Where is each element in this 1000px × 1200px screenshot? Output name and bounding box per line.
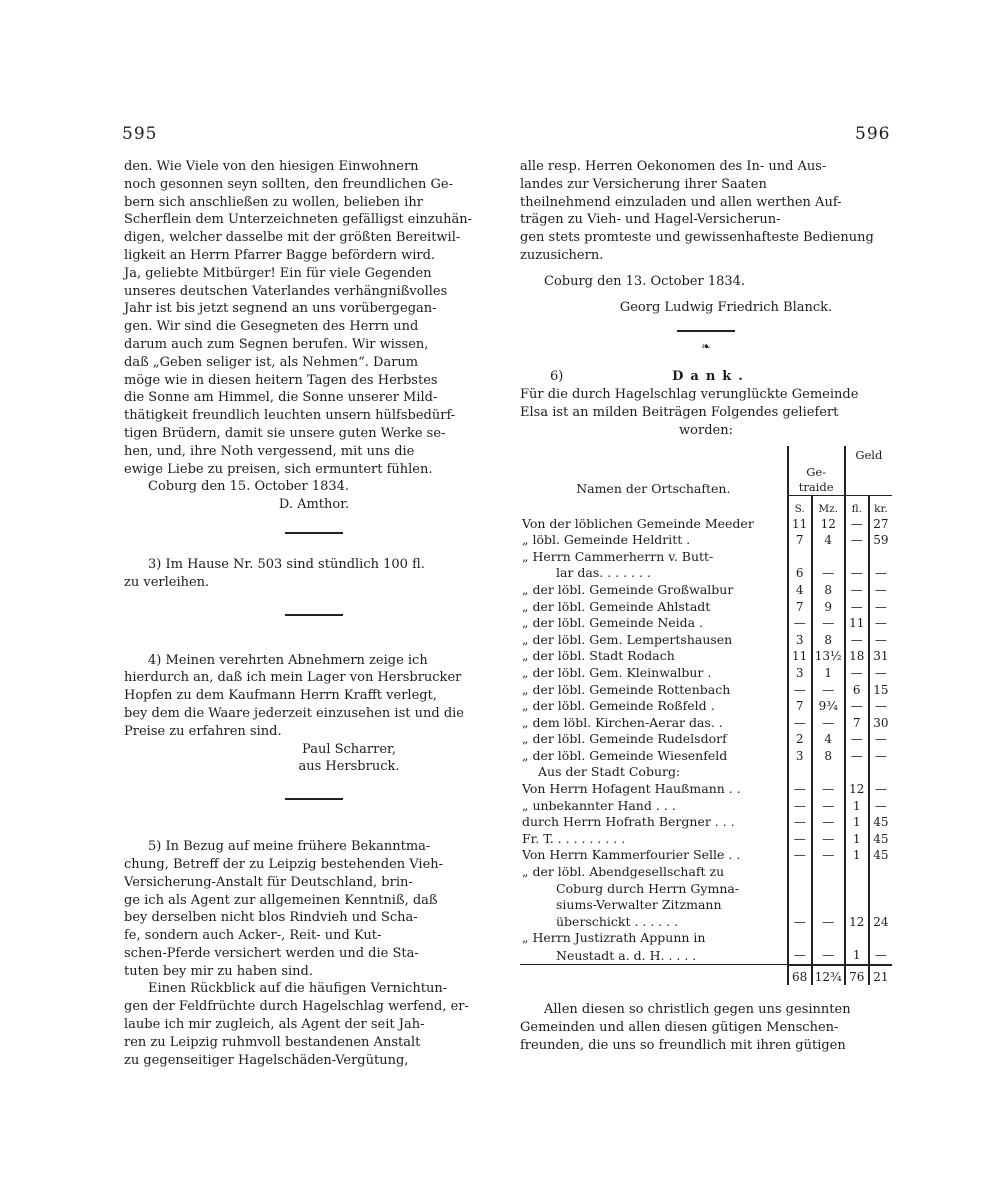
place-name-cell: „ Herrn Cammerherrn v. Butt- bbox=[522, 548, 714, 564]
table-row bbox=[520, 930, 892, 947]
amount-cell-mz: — bbox=[812, 814, 845, 831]
table-row bbox=[520, 864, 892, 881]
table-row bbox=[520, 565, 892, 582]
amount-cell-s: 4 bbox=[788, 582, 812, 599]
amount-cell-fl: — bbox=[845, 632, 869, 649]
amount-cell-kr: — bbox=[869, 947, 892, 965]
place-name-cell: „ der löbl. Gem. Lempertshausen bbox=[522, 631, 733, 647]
place-date: Coburg den 13. October 1834. bbox=[544, 273, 746, 289]
amount-cell-kr: — bbox=[869, 698, 892, 715]
amount-cell-s: — bbox=[788, 947, 812, 965]
table-row bbox=[520, 665, 892, 682]
table-row bbox=[520, 549, 892, 566]
text-line: hen, und, ihre Noth vergessend, mit uns die bbox=[124, 443, 415, 459]
amount-cell-mz: — bbox=[812, 565, 845, 582]
amount-cell-fl bbox=[845, 930, 869, 947]
page-number-left: 595 bbox=[122, 124, 158, 144]
amount-cell-kr: — bbox=[869, 748, 892, 765]
amount-cell-kr bbox=[869, 549, 892, 566]
amount-cell-kr: — bbox=[869, 798, 892, 815]
place-name-cell: „ der löbl. Stadt Rodach bbox=[522, 648, 675, 664]
place-name-cell: „ der löbl. Gemeinde Rudelsdorf bbox=[522, 731, 727, 747]
amount-cell-kr: 24 bbox=[869, 914, 892, 931]
text-line: tigen Brüdern, damit sie unsere guten Werke se- bbox=[124, 425, 446, 441]
place-name-cell: „ der löbl. Abendgesellschaft zu bbox=[522, 864, 725, 880]
table-row bbox=[520, 748, 892, 765]
amount-cell-fl bbox=[845, 864, 869, 881]
place-name-cell: Coburg durch Herrn Gymna- bbox=[556, 880, 740, 896]
text-line: alle resp. Herren Oekonomen des In- und Aus- bbox=[520, 159, 827, 174]
closing-paragraph bbox=[520, 1001, 892, 1054]
place-name-cell: Von der löblichen Gemeinde Meeder bbox=[522, 515, 754, 531]
table-row bbox=[520, 781, 892, 798]
table-row bbox=[520, 715, 892, 732]
amount-cell-fl: 1 bbox=[845, 847, 869, 864]
amount-cell-fl: — bbox=[845, 599, 869, 616]
table-row bbox=[520, 599, 892, 616]
amount-cell-kr: 27 bbox=[869, 516, 892, 533]
amount-cell-fl bbox=[845, 549, 869, 566]
text-line: chung, Betreff der zu Leipzig bestehenden Vieh- bbox=[124, 856, 444, 872]
dank-title: Dank. bbox=[672, 369, 750, 385]
amount-cell-s: 7 bbox=[788, 698, 812, 715]
place-name-cell: „ der löbl. Gemeinde Neida . bbox=[522, 615, 704, 631]
place-name-cell: durch Herrn Hofrath Bergner . . . bbox=[522, 814, 735, 830]
amount-cell-s: 2 bbox=[788, 731, 812, 748]
amount-cell-mz: 1 bbox=[812, 665, 845, 682]
text-line: trägen zu Vieh- und Hagel-Versicherun- bbox=[520, 212, 781, 228]
table-row bbox=[520, 947, 892, 965]
table-row bbox=[520, 731, 892, 748]
table-row bbox=[520, 582, 892, 599]
text-line: Hopfen zu dem Kaufmann Herrn Krafft verlegt, bbox=[124, 688, 437, 704]
amount-cell-mz: 8 bbox=[812, 582, 845, 599]
text-line: daß „Geben seliger ist, als Nehmen“. Darum bbox=[124, 354, 419, 370]
text-line: gen. Wir sind die Gesegneten des Herrn und bbox=[124, 319, 419, 335]
text-line: darum auch zum Segnen berufen. Wir wissen, bbox=[124, 336, 429, 352]
donations-table bbox=[520, 446, 892, 986]
amount-cell-mz: — bbox=[812, 615, 845, 632]
notice-5 bbox=[124, 838, 504, 1069]
text-line: Versicherung-Anstalt für Deutschland, brin- bbox=[124, 874, 413, 890]
place-name-cell: Von Herrn Kammerfourier Selle . . bbox=[522, 847, 741, 863]
column-header-geld: Geld bbox=[845, 446, 892, 495]
text-line: laube ich mir zugleich, als Agent der seit Jah- bbox=[124, 1017, 425, 1033]
amount-cell-s: 3 bbox=[788, 748, 812, 765]
amount-cell-fl: 1 bbox=[845, 814, 869, 831]
amount-cell-fl: — bbox=[845, 582, 869, 599]
amount-cell-fl: 1 bbox=[845, 798, 869, 815]
amount-cell-fl: 1 bbox=[845, 947, 869, 965]
text-line: gen stets promteste und gewissenhafteste Bedienung bbox=[520, 230, 874, 246]
table-row bbox=[520, 881, 892, 898]
amount-cell-s: — bbox=[788, 814, 812, 831]
text-line: landes zur Versicherung ihrer Saaten bbox=[520, 176, 767, 192]
place-name-cell: „ dem löbl. Kirchen-Aerar das. . bbox=[522, 714, 723, 730]
amount-cell-s: — bbox=[788, 914, 812, 931]
text-line: ge ich als Agent zur allgemeinen Kenntniß, daß bbox=[124, 892, 438, 908]
section-divider bbox=[677, 330, 735, 332]
table-row bbox=[520, 798, 892, 815]
amount-cell-s bbox=[788, 930, 812, 947]
amount-cell-kr bbox=[869, 897, 892, 914]
amount-cell-kr: — bbox=[869, 582, 892, 599]
amount-cell-fl: 7 bbox=[845, 715, 869, 732]
amount-cell-s bbox=[788, 764, 812, 781]
text-line: gen der Feldfrüchte durch Hagelschlag werfend, er- bbox=[124, 999, 469, 1015]
place-name-cell: überschickt . . . . . . bbox=[556, 913, 679, 929]
unit-header: Mz. bbox=[812, 495, 845, 516]
place-name-cell: „ der löbl. Gemeinde Ahlstadt bbox=[522, 598, 711, 614]
total-cell: 12¾ bbox=[812, 965, 845, 986]
text-line: worden: bbox=[679, 422, 733, 438]
amount-cell-s: 11 bbox=[788, 648, 812, 665]
amount-cell-mz: 8 bbox=[812, 748, 845, 765]
dank-heading bbox=[520, 368, 892, 386]
table-row bbox=[520, 698, 892, 715]
appeal-paragraph bbox=[124, 158, 504, 514]
column-header-getraide bbox=[788, 446, 845, 495]
amount-cell-kr: 59 bbox=[869, 532, 892, 549]
signature: D. Amthor. bbox=[278, 497, 350, 513]
place-name-cell: „ der löbl. Gem. Kleinwalbur . bbox=[522, 664, 712, 680]
place-name-cell: „ der löbl. Gemeinde Rottenbach bbox=[522, 681, 731, 697]
amount-cell-mz bbox=[812, 881, 845, 898]
text-line: 4) Meinen verehrten Abnehmern zeige ich bbox=[148, 652, 428, 668]
left-column bbox=[124, 158, 504, 1069]
table-row bbox=[520, 914, 892, 931]
amount-cell-s bbox=[788, 881, 812, 898]
text-line: tuten bey mir zu haben sind. bbox=[124, 963, 313, 979]
amount-cell-s bbox=[788, 864, 812, 881]
text-line: Für die durch Hagelschlag verunglückte Gemeinde bbox=[520, 387, 859, 403]
amount-cell-kr: 45 bbox=[869, 814, 892, 831]
place-name-cell: „ Herrn Justizrath Appunn in bbox=[522, 930, 706, 946]
text-line: unseres deutschen Vaterlandes verhängnißvolles bbox=[124, 283, 448, 299]
amount-cell-mz: 8 bbox=[812, 632, 845, 649]
text-line: thätigkeit freundlich leuchten unsern hülfsbedürf- bbox=[124, 408, 456, 424]
amount-cell-kr: — bbox=[869, 615, 892, 632]
amount-cell-kr: — bbox=[869, 781, 892, 798]
place-name-cell: Von Herrn Hofagent Haußmann . . bbox=[522, 781, 741, 797]
text-line: bey derselben nicht blos Rindvieh und Scha- bbox=[124, 910, 418, 926]
text-line: möge wie in diesen heitern Tagen des Herbstes bbox=[124, 372, 438, 388]
amount-cell-mz bbox=[812, 864, 845, 881]
unit-header: kr. bbox=[869, 495, 892, 516]
amount-cell-mz: — bbox=[812, 781, 845, 798]
text-line: zu verleihen. bbox=[124, 574, 210, 590]
table-row bbox=[520, 814, 892, 831]
place-name-cell: „ unbekannter Hand . . . bbox=[522, 797, 676, 813]
place-name-cell: siums-Verwalter Zitzmann bbox=[556, 897, 722, 913]
amount-cell-mz: — bbox=[812, 798, 845, 815]
amount-cell-kr bbox=[869, 930, 892, 947]
donation-rows bbox=[520, 516, 892, 965]
amount-cell-mz: — bbox=[812, 914, 845, 931]
table-row bbox=[520, 764, 892, 781]
place-name-cell: Fr. T. . . . . . . . . . bbox=[522, 830, 626, 846]
amount-cell-mz: — bbox=[812, 682, 845, 699]
place-name-cell: „ löbl. Gemeinde Heldritt . bbox=[522, 532, 691, 548]
amount-cell-s bbox=[788, 897, 812, 914]
text-line: den. Wie Viele von den hiesigen Einwohnern bbox=[124, 159, 419, 174]
amount-cell-fl bbox=[845, 881, 869, 898]
amount-cell-kr: — bbox=[869, 731, 892, 748]
place-name-cell: „ der löbl. Gemeinde Großwalbur bbox=[522, 581, 734, 597]
insurance-notice-continuation bbox=[520, 158, 892, 316]
amount-cell-fl: 1 bbox=[845, 831, 869, 848]
amount-cell-mz: — bbox=[812, 715, 845, 732]
text-line: Einen Rückblick auf die häufigen Vernichtun- bbox=[148, 981, 448, 997]
amount-cell-s: — bbox=[788, 615, 812, 632]
amount-cell-fl: — bbox=[845, 665, 869, 682]
total-cell: 76 bbox=[845, 965, 869, 986]
amount-cell-s: 3 bbox=[788, 665, 812, 682]
text-line: noch gesonnen seyn sollten, den freundlichen Ge- bbox=[124, 176, 453, 192]
total-cell: 68 bbox=[788, 965, 812, 986]
amount-cell-s: 6 bbox=[788, 565, 812, 582]
text-line: fe, sondern auch Acker-, Reit- und Kut- bbox=[124, 928, 382, 944]
text-line: digen, welcher dasselbe mit der größten Bereitwil- bbox=[124, 230, 461, 246]
amount-cell-s: — bbox=[788, 847, 812, 864]
page-number-right: 596 bbox=[855, 124, 891, 144]
header-line: Ge- bbox=[806, 464, 827, 479]
amount-cell-fl: — bbox=[845, 731, 869, 748]
ornament: ❧ bbox=[701, 340, 711, 354]
place-name-cell: lar das. . . . . . . bbox=[556, 565, 651, 581]
text-line: schen-Pferde versichert werden und die Sta- bbox=[124, 945, 419, 961]
header-line: traide bbox=[798, 479, 834, 494]
text-line: Ja, geliebte Mitbürger! Ein für viele Gegenden bbox=[124, 265, 432, 281]
amount-cell-kr: 30 bbox=[869, 715, 892, 732]
amount-cell-mz: — bbox=[812, 847, 845, 864]
amount-cell-s: 7 bbox=[788, 532, 812, 549]
amount-cell-kr: 45 bbox=[869, 847, 892, 864]
amount-cell-mz bbox=[812, 764, 845, 781]
table-row bbox=[520, 897, 892, 914]
amount-cell-kr: — bbox=[869, 599, 892, 616]
amount-cell-fl: — bbox=[845, 565, 869, 582]
signature: Georg Ludwig Friedrich Blanck. bbox=[619, 299, 833, 315]
unit-header: fl. bbox=[845, 495, 869, 516]
amount-cell-mz: 13½ bbox=[812, 648, 845, 665]
place-name-cell: Aus der Stadt Coburg: bbox=[538, 764, 681, 780]
table-row bbox=[520, 632, 892, 649]
amount-cell-mz: 12 bbox=[812, 516, 845, 533]
text-line: theilnehmend einzuladen und allen werthen Auf- bbox=[520, 194, 842, 210]
table-row bbox=[520, 532, 892, 549]
table-row bbox=[520, 847, 892, 864]
section-divider bbox=[285, 532, 343, 534]
text-line: Scherflein dem Unterzeichneten gefälligst einzuhän- bbox=[124, 212, 473, 228]
notice-3 bbox=[124, 556, 504, 592]
amount-cell-fl: — bbox=[845, 698, 869, 715]
amount-cell-kr: 15 bbox=[869, 682, 892, 699]
section-divider bbox=[285, 614, 343, 616]
amount-cell-kr bbox=[869, 864, 892, 881]
table-row bbox=[520, 831, 892, 848]
amount-cell-s: 11 bbox=[788, 516, 812, 533]
amount-cell-s: — bbox=[788, 781, 812, 798]
amount-cell-s: — bbox=[788, 798, 812, 815]
amount-cell-mz bbox=[812, 930, 845, 947]
place-date: Coburg den 15. October 1834. bbox=[148, 479, 350, 495]
text-line: freunden, die uns so freundlich mit ihren gütigen bbox=[520, 1037, 846, 1053]
text-line: Allen diesen so christlich gegen uns gesinnten bbox=[544, 1002, 851, 1018]
amount-cell-s: 3 bbox=[788, 632, 812, 649]
amount-cell-kr: 45 bbox=[869, 831, 892, 848]
table-row bbox=[520, 682, 892, 699]
notice-4 bbox=[124, 652, 504, 777]
signature: Paul Scharrer, bbox=[302, 741, 396, 757]
amount-cell-s: — bbox=[788, 715, 812, 732]
amount-cell-mz: — bbox=[812, 947, 845, 965]
text-line: zuzusichern. bbox=[520, 247, 604, 263]
amount-cell-kr: — bbox=[869, 665, 892, 682]
amount-cell-mz: 4 bbox=[812, 532, 845, 549]
text-line: 3) Im Hause Nr. 503 sind stündlich 100 fl. bbox=[148, 556, 425, 572]
text-line: Gemeinden und allen diesen gütigen Menschen- bbox=[520, 1019, 839, 1035]
amount-cell-mz: 9 bbox=[812, 599, 845, 616]
amount-cell-s bbox=[788, 549, 812, 566]
amount-cell-fl: 12 bbox=[845, 914, 869, 931]
amount-cell-kr: 31 bbox=[869, 648, 892, 665]
text-line: 5) In Bezug auf meine frühere Bekanntma- bbox=[148, 839, 431, 855]
amount-cell-fl: 18 bbox=[845, 648, 869, 665]
text-line: hierdurch an, daß ich mein Lager von Hersbrucker bbox=[124, 670, 462, 686]
amount-cell-fl bbox=[845, 897, 869, 914]
place-name-cell: Neustadt a. d. H. . . . . bbox=[556, 947, 697, 963]
place-name-cell: „ der löbl. Gemeinde Roßfeld . bbox=[522, 698, 715, 714]
text-line: zu gegenseitiger Hagelschäden-Vergütung, bbox=[124, 1052, 409, 1068]
text-line: bern sich anschließen zu wollen, belieben ihr bbox=[124, 194, 423, 210]
text-line: ewige Liebe zu preisen, sich ermuntert fühlen. bbox=[124, 461, 433, 477]
amount-cell-fl: — bbox=[845, 516, 869, 533]
amount-cell-kr: — bbox=[869, 565, 892, 582]
place-name-cell: „ der löbl. Gemeinde Wiesenfeld bbox=[522, 747, 728, 763]
amount-cell-fl: — bbox=[845, 532, 869, 549]
column-header-places: Namen der Ortschaften. bbox=[576, 481, 731, 497]
text-line: Jahr ist bis jetzt segnend an uns vorübergegan- bbox=[124, 301, 437, 317]
amount-cell-fl: 6 bbox=[845, 682, 869, 699]
section-divider bbox=[285, 798, 343, 800]
text-line: ren zu Leipzig ruhmvoll bestandenen Anstalt bbox=[124, 1034, 421, 1050]
amount-cell-s: — bbox=[788, 682, 812, 699]
amount-cell-s: 7 bbox=[788, 599, 812, 616]
dank-intro bbox=[520, 386, 892, 439]
totals-row bbox=[520, 965, 892, 986]
table-row bbox=[520, 648, 892, 665]
amount-cell-kr: — bbox=[869, 632, 892, 649]
text-line: Preise zu erfahren sind. bbox=[124, 723, 282, 739]
amount-cell-fl: 11 bbox=[845, 615, 869, 632]
amount-cell-mz bbox=[812, 549, 845, 566]
amount-cell-mz: 9¾ bbox=[812, 698, 845, 715]
amount-cell-mz: 4 bbox=[812, 731, 845, 748]
unit-header: S. bbox=[788, 495, 812, 516]
amount-cell-fl: — bbox=[845, 748, 869, 765]
total-cell: 21 bbox=[869, 965, 892, 986]
text-line: die Sonne am Himmel, die Sonne unserer Mild- bbox=[124, 390, 438, 406]
amount-cell-fl bbox=[845, 764, 869, 781]
text-line: bey dem die Waare jederzeit einzusehen ist und die bbox=[124, 705, 464, 721]
signature-origin: aus Hersbruck. bbox=[298, 759, 400, 775]
item-number: 6) bbox=[550, 369, 564, 385]
amount-cell-s: — bbox=[788, 831, 812, 848]
text-line: Elsa ist an milden Beiträgen Folgendes geliefert bbox=[520, 404, 839, 420]
amount-cell-kr bbox=[869, 881, 892, 898]
amount-cell-fl: 12 bbox=[845, 781, 869, 798]
amount-cell-kr bbox=[869, 764, 892, 781]
amount-cell-mz: — bbox=[812, 831, 845, 848]
amount-cell-mz bbox=[812, 897, 845, 914]
table-row bbox=[520, 516, 892, 533]
right-column bbox=[520, 158, 892, 1055]
text-line: ligkeit an Herrn Pfarrer Bagge befördern wird. bbox=[124, 247, 436, 263]
table-row bbox=[520, 615, 892, 632]
